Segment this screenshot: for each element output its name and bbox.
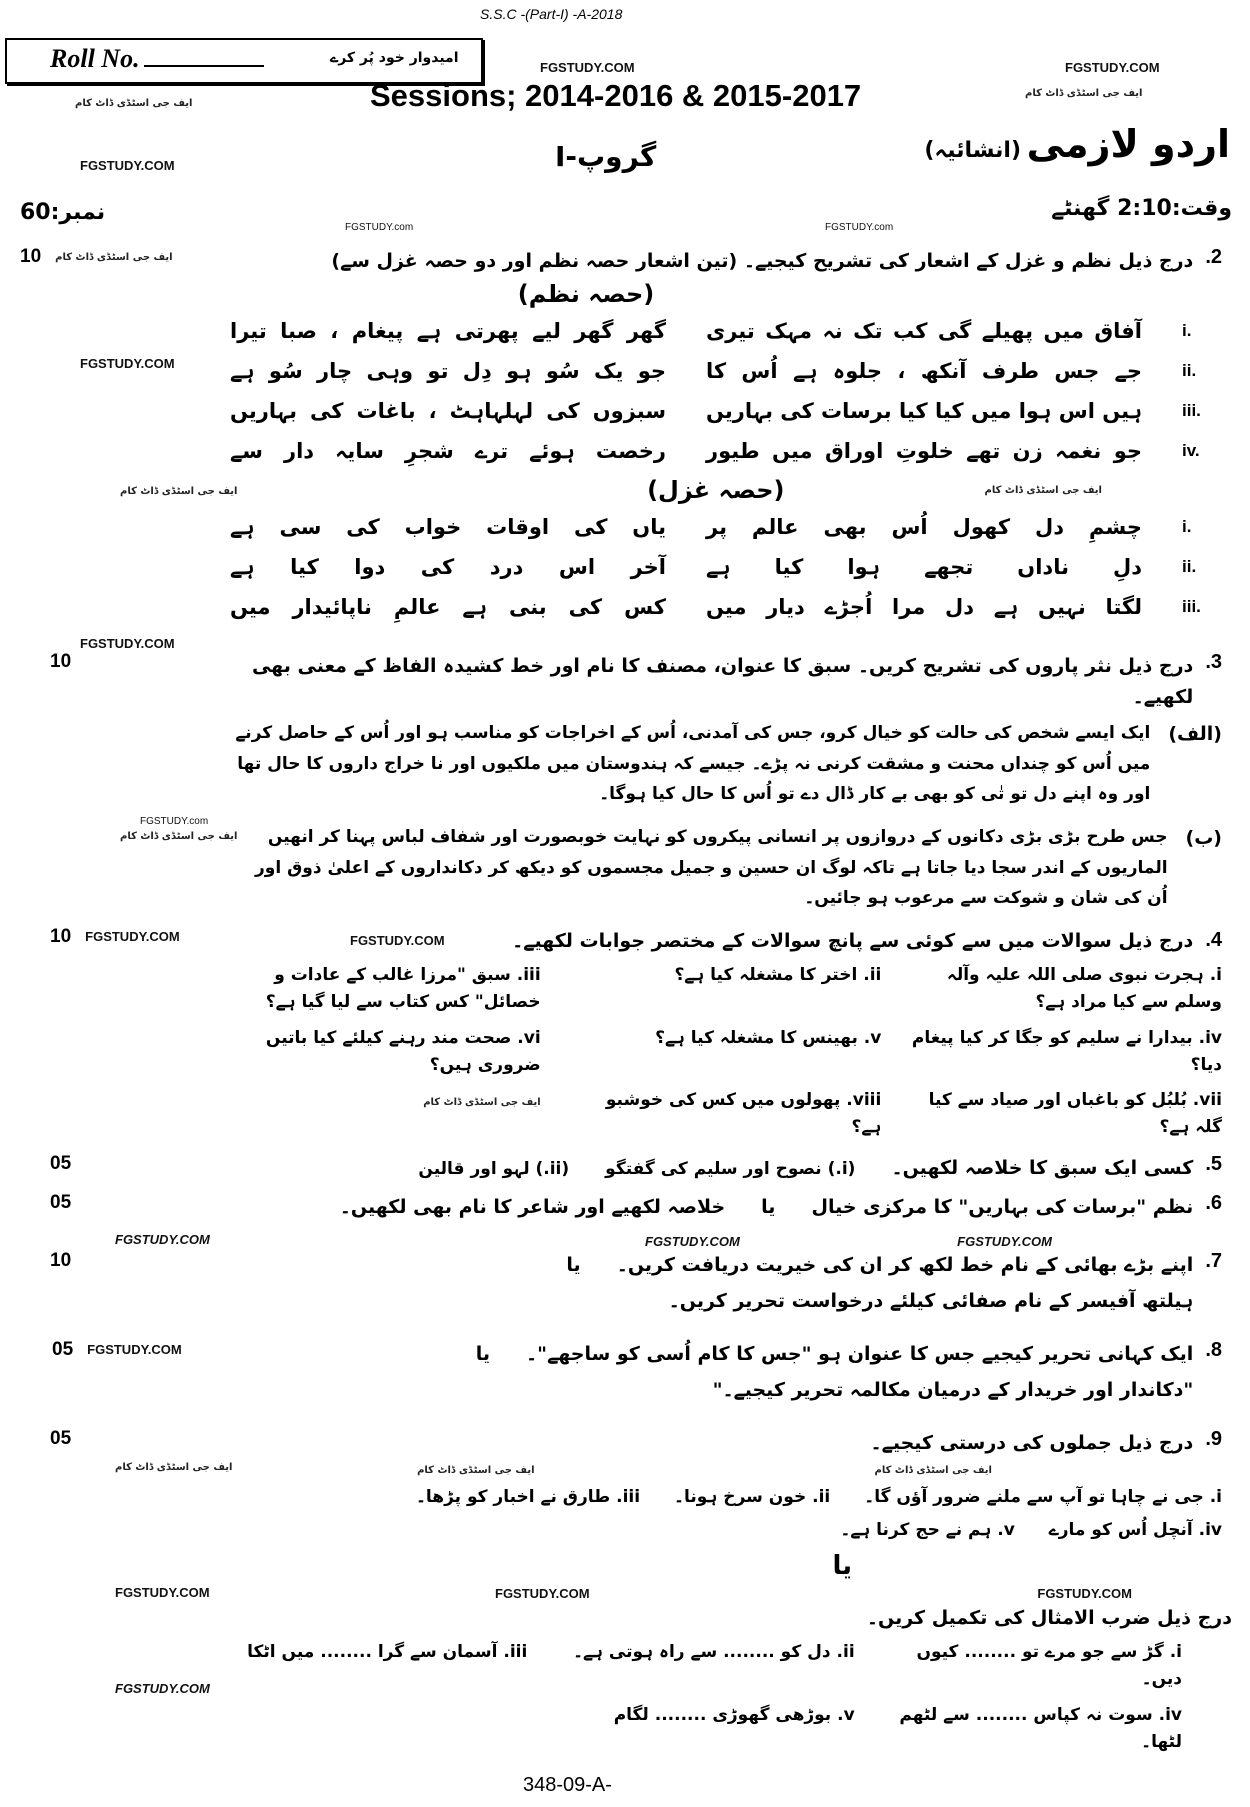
- question-marks: 10: [20, 246, 42, 267]
- correction-item: [840, 1517, 1014, 1544]
- item-number: iv.: [1198, 1027, 1222, 1048]
- short-question: [911, 1087, 1222, 1141]
- item-number: v.: [837, 1704, 855, 1725]
- item-number: i.: [1209, 1486, 1222, 1507]
- verse-first-half: جو نغمہ زن تھے خلوتِ اوراق میں طیور: [706, 439, 1142, 464]
- verse-first-half: ہیں اس ہوا میں کیا کیا برسات کی بہاریں: [706, 399, 1142, 424]
- question-number: 4.: [1205, 929, 1222, 952]
- question-9-or: [0, 1548, 1250, 1584]
- section-heading-ghazal: (حصہ غزل): [647, 476, 785, 505]
- verse-second-half: رخصت ہوئے ترے شجرِ سایہ دار سے: [230, 439, 666, 464]
- verse-first-half: دلِ ناداں تجھے ہوا کیا ہے: [706, 555, 1142, 580]
- item-number: i.: [1169, 1642, 1182, 1663]
- idiom-item: [230, 1639, 527, 1693]
- item-text: آنچل اُس کو مارے: [1048, 1520, 1193, 1541]
- watermark: FGSTUDY.COM: [115, 1680, 210, 1696]
- question-number: 2.: [1205, 246, 1222, 268]
- item-number: vii.: [1192, 1089, 1222, 1110]
- item-number: vi.: [517, 1027, 541, 1048]
- question-text: ایک کہانی تحریر کیجیے جس کا عنوان ہو "جس کا کام اُسی کو ساجھے"۔: [526, 1342, 1194, 1365]
- correction-item: [416, 1484, 640, 1511]
- roll-no-label: Roll No.: [50, 44, 140, 73]
- passage-line: ایک ایسے شخص کی حالت کو خیال کرو، جس کی آمدنی، اُس کے اخراجات کو مناسب ہو اور اُس کے حاصل کرنے میں اُس کو چنداں محنت و مشقت: [235, 723, 1151, 774]
- passage-line: کرنی نہ پڑے۔ جیسے کہ ہندوستان میں ملکیوں اور نا خراج داروں کا حال تھا اور وہ اپنے دل تو تٰی کو بھی بے کار ڈال دے تو اُس کا حال کیا ہوگا۔: [237, 753, 1151, 805]
- watermark: FGSTUDY.COM: [495, 1586, 590, 1602]
- idioms-heading: درج ذیل ضرب الامثال کی تکمیل کریں۔: [866, 1606, 1232, 1629]
- ghazal-section: [0, 472, 1250, 628]
- option-two: (ii.) لہو اور قالین: [418, 1159, 570, 1180]
- verse-number: iii.: [1182, 401, 1201, 421]
- item-number: iii.: [503, 1642, 528, 1663]
- short-question: [911, 1025, 1222, 1079]
- or-label: یا: [761, 1195, 776, 1218]
- watermark: FGSTUDY.COM: [350, 933, 445, 949]
- verse-first-half: چشمِ دل کھول اُس بھی عالم پر: [706, 515, 1142, 540]
- watermark: ایف جی اسٹڈی ڈاٹ کام: [120, 486, 238, 498]
- item-text: دل کو ........ سے راہ ہوتی ہے۔: [573, 1642, 831, 1663]
- verse-first-half: جے جس طرف آنکھ ، جلوہ ہے اُس کا: [706, 359, 1142, 384]
- passage-alif: [230, 718, 1222, 810]
- item-number: v.: [997, 1520, 1015, 1541]
- verse-second-half: کس کی بنی ہے عالمِ ناپائیدار میں: [230, 595, 666, 620]
- question-text: کسی ایک سبق کا خلاصہ لکھیں۔: [891, 1157, 1194, 1180]
- watermark: ایف جی اسٹڈی ڈاٹ کام: [1025, 88, 1143, 99]
- question-marks: 10: [50, 1250, 72, 1272]
- correction-item: [1049, 1517, 1222, 1544]
- item-text: گڑ سے جو مرے تو ........ کیوں دیں۔: [916, 1642, 1182, 1690]
- item-text: آسمان سے گرا ........ میں اٹکا: [247, 1642, 498, 1663]
- verse-second-half: آخر اس درد کی دوا کیا ہے: [230, 555, 666, 580]
- verse-second-half: یاں کی اوقات خواب کی سی ہے: [230, 515, 666, 540]
- watermark: FGSTUDY.COM: [85, 929, 180, 945]
- sentence-corrections-row: [0, 1480, 1250, 1548]
- item-text: بوڑھی گھوڑی ........ لگام: [613, 1704, 832, 1725]
- section-heading-nazm: (حصہ نظم): [517, 280, 655, 309]
- watermark: FGSTUDY.COM: [80, 636, 175, 652]
- roll-number-field[interactable]: [50, 44, 264, 74]
- item-text: سوت نہ کپاس ........ سے لٹھم لٹھا۔: [899, 1704, 1182, 1752]
- watermark: FGSTUDY.COM: [87, 1342, 182, 1358]
- or-label: یا: [566, 1254, 581, 1277]
- passage-line: تاکہ لوگ ان حسین و جمیل مجسموں کو دیکھ کر دکانداروں کے اعلیٰ ذوق اور اُن کی شان و شوکت سے مرعوب ہو جائیں۔: [254, 857, 1168, 909]
- short-questions: [230, 962, 1222, 1141]
- nazm-verses: [230, 314, 1222, 468]
- short-question: [571, 1087, 882, 1141]
- watermark: FGSTUDY.COM: [540, 60, 635, 75]
- short-question: [571, 1025, 882, 1079]
- time-allowed: وقت:2:10 گھنٹے: [1051, 196, 1232, 221]
- question-number: 8.: [1205, 1338, 1222, 1361]
- question-text: درج ذیل نثر پاروں کی تشریح کریں۔ سبق کا عنوان، مصنف کا نام اور خط کشیدہ الفاظ کے معنی بھی لکھیے۔: [251, 655, 1194, 708]
- question-7-watermarks: [0, 1232, 1250, 1250]
- verse-number: ii.: [1182, 557, 1197, 577]
- watermark: ایف جی اسٹڈی ڈاٹ کام: [75, 98, 193, 109]
- item-text: پھولوں میں کس کی خوشبو ہے؟: [605, 1089, 882, 1138]
- watermark: FGSTUDY.COM: [1065, 60, 1160, 75]
- question-text: درج ذیل جملوں کی درستی کیجیے۔: [870, 1431, 1194, 1454]
- item-text: بُلبُل کو باغباں اور صیاد سے کیا گلہ ہے؟: [928, 1089, 1222, 1138]
- item-text: ہم نے حج کرنا ہے۔: [840, 1520, 992, 1541]
- item-text: بھینس کا مشغلہ کیا ہے؟: [655, 1027, 858, 1048]
- item-text: ہجرت نبوی صلی اللہ علیہ وآلہ وسلم سے کیا مراد ہے؟: [946, 965, 1222, 1013]
- question-number: 7.: [1205, 1250, 1222, 1273]
- question-number: 6.: [1205, 1191, 1222, 1214]
- watermark: FGSTUDY.COM: [957, 1233, 1052, 1249]
- item-number: i.: [1209, 965, 1222, 986]
- item-number: iii.: [516, 965, 541, 986]
- watermark: ایف جی اسٹڈی ڈاٹ کام: [417, 1465, 535, 1477]
- question-number: 9.: [1205, 1427, 1222, 1450]
- paper-code: S.S.C -(Part-I) -A-2018: [480, 6, 623, 22]
- short-question: [911, 962, 1222, 1016]
- option-one: (i.) نصوح اور سلیم کی گفتگو: [605, 1159, 856, 1180]
- total-marks: نمبر:60: [20, 200, 106, 225]
- watermark: FGSTUDY.COM: [115, 1232, 210, 1248]
- item-text: صحت مند رہنے کیلئے کیا باتیں ضروری ہیں؟: [265, 1027, 541, 1075]
- question-9-idiom-watermarks: [0, 1585, 1250, 1603]
- idiom-item: [885, 1702, 1182, 1756]
- item-number: iv.: [1158, 1704, 1182, 1725]
- sessions-title: Sessions; 2014-2016 & 2015-2017: [370, 78, 862, 113]
- passage-label: (الف): [1168, 723, 1222, 746]
- sentence-corrections: [230, 1484, 1222, 1544]
- question-alternative: خلاصہ لکھیے اور شاعر کا نام بھی لکھیں۔: [339, 1195, 726, 1218]
- short-question: [571, 962, 882, 1016]
- passage-line: جس طرح بڑی بڑی دکانوں کے دروازوں پر انسانی پیکروں کو نہایت خوبصورت اور شفاف لباس پہنا کر انھیں الماریوں کے اندر سجا دیا جاتا ہے: [267, 826, 1168, 878]
- paper-footer-code: 348-09-A-: [523, 1773, 612, 1796]
- item-text: اختر کا مشغلہ کیا ہے؟: [674, 965, 858, 986]
- subject-title: [924, 122, 1230, 166]
- item-number: ii.: [863, 965, 882, 986]
- item-number: iv.: [1198, 1520, 1222, 1541]
- watermark: FGSTUDY.com: [345, 222, 414, 233]
- idiom-item: [885, 1639, 1182, 1693]
- question-text: درج ذیل سوالات میں سے کوئی سے پانچ سوالات کے مختصر جوابات لکھیے۔: [512, 929, 1194, 952]
- verse-second-half: سبزوں کی لہلہاہٹ ، باغات کی بہاریں: [230, 399, 666, 424]
- item-text: سبق "مرزا غالب کے عادات و خصائل" کس کتاب سے لیا گیا ہے؟: [265, 965, 541, 1013]
- question-3-watermarks: [0, 636, 1250, 651]
- verse-first-half: لگتا نہیں ہے دل مرا اُجڑے دیار میں: [706, 595, 1142, 620]
- watermark: FGSTUDY.COM: [645, 1233, 740, 1249]
- passage-label: (ب): [1185, 826, 1222, 849]
- question-alternative: "دکاندار اور خریدار کے درمیان مکالمہ تحریر کیجیے۔": [712, 1379, 1194, 1402]
- verse-number: i.: [1182, 321, 1192, 341]
- correction-item: [864, 1484, 1222, 1511]
- group-label: گروپ-I: [555, 140, 657, 173]
- idiom-item: [557, 1702, 854, 1756]
- verse-number: ii.: [1182, 361, 1197, 381]
- idioms-section: [0, 1603, 1250, 1760]
- or-label: یا: [832, 1551, 852, 1582]
- question-number: 5.: [1205, 1153, 1222, 1176]
- question-5: [0, 1153, 1250, 1183]
- watermark: ایف جی اسٹڈی ڈاٹ کام: [874, 1465, 992, 1477]
- question-marks: 05: [50, 1427, 72, 1449]
- question-8: [0, 1339, 1250, 1406]
- short-question: [230, 1025, 541, 1079]
- question-2: [0, 246, 1250, 276]
- question-marks: 05: [50, 1191, 72, 1213]
- item-number: ii.: [836, 1642, 855, 1663]
- verse-number: iii.: [1182, 597, 1201, 617]
- question-text: درج ذیل نظم و غزل کے اشعار کی تشریح کیجیے۔ (تین اشعار حصہ نظم اور دو حصہ غزل سے): [331, 250, 1194, 272]
- question-number: 3.: [1205, 651, 1222, 674]
- item-text: بیدارا نے سلیم کو جگا کر کیا پیغام دیا؟: [911, 1027, 1222, 1075]
- watermark: FGSTUDY.com: [825, 222, 894, 233]
- ghazal-verses: [230, 510, 1222, 624]
- watermark: ایف جی اسٹڈی ڈاٹ کام: [423, 1096, 541, 1108]
- nazm-section: [0, 276, 1250, 472]
- item-number: v.: [863, 1027, 882, 1048]
- short-question-spacer: [230, 1087, 541, 1141]
- watermark: FGSTUDY.COM: [80, 356, 175, 372]
- question-6: [0, 1192, 1250, 1222]
- or-label: یا: [475, 1342, 491, 1365]
- question-alternative: ہیلتھ آفیسر کے نام صفائی کیلئے درخواست تحریر کریں۔: [668, 1290, 1194, 1313]
- question-9: [0, 1428, 1250, 1458]
- question-9-watermarks: [0, 1462, 1250, 1480]
- item-text: جی نے چاہا تو آپ سے ملنے ضرور آؤں گا۔: [864, 1486, 1204, 1507]
- watermark: FGSTUDY.COM: [80, 158, 175, 173]
- idiom-item: [557, 1639, 854, 1693]
- watermark: FGSTUDY.COM: [115, 1584, 210, 1600]
- verse-number: iv.: [1182, 441, 1200, 461]
- verse-first-half: آفاق میں پھیلے گی کب تک نہ مہک تیری: [706, 319, 1142, 344]
- item-number: iii.: [616, 1486, 641, 1507]
- question-4: [0, 926, 1250, 1146]
- question-text: اپنے بڑے بھائی کے نام خط لکھ کر ان کی خیریت دریافت کریں۔: [616, 1254, 1194, 1277]
- watermark: ایف جی اسٹڈی ڈاٹ کام: [115, 1461, 233, 1473]
- verse-number: i.: [1182, 517, 1192, 537]
- subject-type: (انشائیہ): [924, 138, 1022, 163]
- roll-no-note: امیدوار خود پُر کرے: [330, 50, 459, 66]
- correction-item: [674, 1484, 830, 1511]
- watermark: FGSTUDY.COM: [1037, 1586, 1132, 1602]
- short-question: [230, 962, 541, 1016]
- item-text: خون سرخ ہونا۔: [674, 1486, 807, 1507]
- watermark: FGSTUDY.com: [140, 815, 209, 827]
- question-marks: 10: [50, 651, 72, 673]
- question-text: نظم "برسات کی بہاریں" کا مرکزی خیال: [811, 1195, 1194, 1218]
- passage-be: [230, 822, 1222, 914]
- watermark: ایف جی اسٹڈی ڈاٹ کام: [984, 484, 1102, 496]
- question-7: [0, 1250, 1250, 1317]
- question-3: [0, 651, 1250, 816]
- item-number: viii.: [846, 1089, 882, 1110]
- verse-second-half: گھر گھر لیے پھرتی ہے پیغام ، صبا تیرا: [230, 319, 666, 344]
- item-text: طارق نے اخبار کو پڑھا۔: [415, 1486, 611, 1507]
- question-marks: 05: [52, 1338, 74, 1360]
- question-marks: 10: [50, 925, 72, 947]
- question-marks: 05: [50, 1153, 72, 1175]
- item-number: ii.: [812, 1486, 831, 1507]
- question-3-part-b: [0, 816, 1250, 920]
- watermark: ایف جی اسٹڈی ڈاٹ کام: [55, 251, 173, 263]
- subject-name: اردو لازمی: [1026, 122, 1230, 166]
- watermark: ایف جی اسٹڈی ڈاٹ کام: [120, 830, 238, 842]
- verse-second-half: جو یک سُو ہو دِل تو وہی چار سُو ہے: [230, 359, 666, 384]
